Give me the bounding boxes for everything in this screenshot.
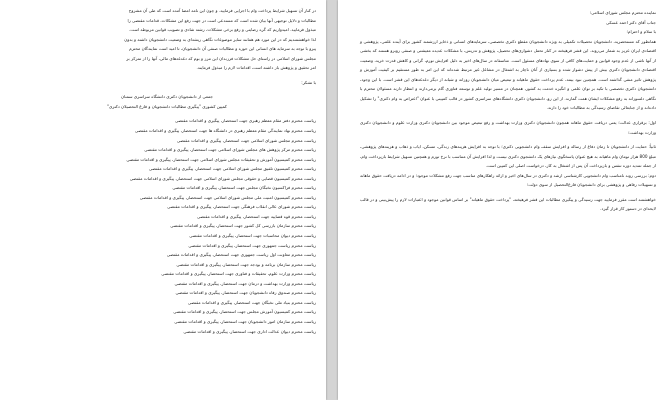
- cc-recipient: ریاست محترم بنیاد ملی نخبگان جهت استحضار، پیگیری و اقدامات مقتضی: [187, 299, 316, 305]
- cc-recipient: ریاست محترم مجلس شورای اسلامی جهت استحضار، پیگیری و اقدامات مقتضی: [176, 137, 316, 143]
- cc-recipient: ریاست محترم سازمان امور دانشجویان جهت استحضار، پیگیری و اقدامات مقتضی: [174, 318, 316, 324]
- demand-paragraph: دوم: بررسی روند نامناسب وام دانشجویی کارشناسی ارشد و دکتری در سال‌های اخیر و ارائه راهکارهای مناسب جهت رفع مشکلات موجود؛ و در ادامه دریافت حقوق ماهانه و تسهیلات رفاهی و پژوهشی برای دانشجویان فارغ‌التحصیل از سوی دولت؛: [360, 172, 656, 188]
- cc-recipient: ریاست محترم فراکسیون نخبگان مجلس جهت استحضار، پیگیری و اقدامات مقتضی: [172, 185, 316, 191]
- cc-recipient: ریاست محترم صندوق رفاه دانشجویان جهت استحضار، پیگیری و اقدامات مقتضی: [175, 290, 316, 296]
- demand-paragraph: ثانیاً: حمایت از دانشجویان تا زمان دفاع از رساله و افزایش سقف وام دانشجویی دکتری؛ با توجه به افزایش هزینه‌های زندگی، مسکن، ایاب و ذهاب و هزینه‌های پژوهشی، مبلغ 800 هزار تومان وام ماهیانه به هیچ عنوان پاسخگوی نیازهای یک دانشجوی دکتری نیست و لذا افزایش آن متناسب با نرخ تورم و همچنین تسهیل شرایط بازپرداخت وام، از جمله تمدید دوره تنفس و بازپرداخت آن پس از اشتغال به کار، درخواست اصلی این کمپین است.: [360, 144, 656, 169]
- salutation-name: جناب آقای دکتر احمد عسکی: [606, 19, 656, 25]
- signature-line: جمعی از دانشجویان دکتری دانشگاه سراسری سمنان: [120, 94, 214, 100]
- cc-recipient: ریاست محترم دفتر مقام معظم رهبری جهت استحضار، پیگیری و اقدامات مقتضی: [175, 118, 316, 124]
- intro-line: لذا خواهشمندیم که در این مورد هم همانند سایر موضوعات نگاهی ریشه‌ای به وضعیت دانشجویان داشته و بدون: [124, 36, 316, 42]
- intro-line: مجلس شورای اسلامی در راستای حل مشکلات فرزندان این مرز و بوم که دغدغه‌های مالی، آنها را از تمرکز بر: [126, 55, 316, 61]
- demand-paragraph: اول: برقراری عدالت؛ یعنی دریافت حقوق ماهانه همچون دانشجویان دکتری وزارت بهداشت و رفع تبعیض موجود بین دانشجویان دکتری وزارت علوم و دانشجویان دکتری وزارت بهداشت؛: [360, 120, 656, 135]
- cc-recipient: ریاست محترم دیوان عدالت اداری جهت استحضار، پیگیری و اقدامات مقتضی: [183, 328, 316, 334]
- cc-recipient: ریاست محترم شورای عالی انقلاب فرهنگی جهت استحضار، پیگیری و اقدامات مقتضی: [167, 204, 316, 210]
- cc-recipient: ریاست محترم نهاد نمایندگی مقام معظم رهبری در دانشگاه ها جهت استحضار، پیگیری و اقدامات مقتضی: [134, 128, 316, 134]
- cc-recipient: ریاست محترم سازمان بازرسی کل کشور جهت استحضار، پیگیری و اقدامات مقتضی: [170, 223, 316, 229]
- cc-recipient: ریاست محترم کمیسیون قضایی و حقوقی مجلس شورای اسلامی جهت استحضار، پیگیری و اقدامات مقتضی: [129, 175, 316, 181]
- cc-recipient: ریاست محترم کمیسیون تلفیق مجلس شورای اسلامی جهت استحضار، پیگیری و اقدامات مقتضی: [148, 166, 316, 172]
- greeting: با سلام و احترام؛: [626, 29, 656, 35]
- page-right-content: [360, 8, 656, 214]
- document-page-right: [338, 0, 668, 400]
- cc-recipient: ریاست محترم قوه قضاییه جهت استحضار، پیگیری و اقدامات مقتضی: [196, 213, 316, 219]
- cc-recipient: ریاست محترم مرکز پژوهش های مجلس شورای اسلامی جهت استحضار، پیگیری و اقدامات مقتضی: [144, 147, 316, 153]
- cc-recipient: ریاست محترم معاونت اول ریاست جمهوری جهت استحضار، پیگیری و اقدامات مقتضی: [166, 252, 316, 258]
- intro-paragraph: [18, 6, 316, 73]
- page-left-content: [18, 6, 316, 336]
- cc-recipient: ریاست محترم کمیسیون امنیت ملی مجلس شورای اسلامی جهت استحضار، پیگیری و اقدامات مقتضی: [139, 194, 316, 200]
- intro-line: در کنار آن تسهیل شرایط پرداخت وام با اجرایی فرمایید. و چون این نامه امضا آمده است که طی آن مشروح: [128, 8, 316, 13]
- cc-recipient: ریاست محترم ریاست جمهوری جهت استحضار، پیگیری و اقدامات مقتضی: [188, 242, 316, 248]
- cc-recipient: ریاست محترم وزارت بهداشت و درمان جهت استحضار، پیگیری و اقدامات مقتضی: [174, 280, 316, 286]
- cc-recipient: ریاست محترم وزارت علوم، تحقیقات و فناوری جهت استحضار، پیگیری و اقدامات مقتضی: [161, 271, 316, 277]
- body-paragraph: همانطور که مستحضرید، دانشجویان تحصیلات تکمیلی به ویژه دانشجویان مقطع دکتری تخصصی، سرمایه‌های انسانی و ذخایر ارزشمند کشور برای آینده علمی، پژوهشی و اقتصادی ایران عزیز به شمار می‌روند. این قشر فرهیخته در کنار تحمل دشواری‌های تحصیل، پژوهش و تدریس، با مشکلات عدیده معیشتی و صنفی روبرو هستند که بخشی از آنها ناشی از عدم وجود قوانین و حمایت‌های کافی از سوی نهادهای مسئول است. متاسفانه در سال‌های اخیر به دلیل افزایش تورم، گرانی و کاهش قدرت خرید، وضعیت اقتصادی دانشجویان دکتری بیش از پیش دشوار شده و بسیاری از آنان ناچار به اشتغال در مشاغل غیر مرتبط شده‌اند که این امر به طور مستقیم بر کیفیت آموزش و پژوهش تاثیر منفی گذاشته است. همچنین نبود بیمه، عدم پرداخت حقوق ماهیانه و تبعیض میان دانشجویان روزانه و شبانه از دیگر دغدغه‌های این قشر است. با این وجود، دانشجویان دکتری تخصصی با تکیه بر توان علمی و انگیزه خدمت به کشور، همچنان در مسیر تولید علم و توسعه فناوری گام برمی‌دارند و انتظار دارند مسئولان محترم با نگاهی دلسوزانه به رفع مشکلات ایشان همت گمارند. از این رو، دانشجویان دکتری دانشگاه‌های سراسری کشور در قالب کمپینی با عنوان "اعتراض به وام دکتری" را تشکیل داده‌اند و از جنابعالی تقاضای رسیدگی به مطالبات خود را دارند.: [360, 38, 656, 111]
- cc-recipient: ریاست محترم دیوان محاسبات جهت استحضار، پیگیری و اقدامات مقتضی: [189, 233, 316, 239]
- intro-line: مبذول فرمایید. امیدواریم که گره رضایتی و رفع برخی مشکلات، رشته شادی و تصویب قوانین مربوطه است.: [128, 27, 316, 33]
- campaign-name: کمپین کشوری "پیگیری مطالبات دانشجویان و فارغ التحصیلان دکتری": [107, 103, 227, 109]
- intro-line: مطالبات و دلایل توجیهی آنها بیان شده است که مستدعی است در جهت رفع این مشکلات، قدامات مقتضی را: [127, 17, 316, 23]
- cc-recipient: ریاست محترم کمیسیون آموزش و تحقیقات مجلس شورای اسلامی جهت استحضار، پیگیری و اقدامات مقتضی: [126, 156, 316, 162]
- cc-recipient-list: [18, 116, 316, 336]
- intro-line: پیرو با توجه به سرمایه های انسانی این حوزه و مطالبات صنفی آن دانشجویان، تا امید است نمایندگان محترم: [129, 46, 316, 52]
- cc-recipient: ریاست محترم سازمان برنامه و بودجه جهت استحضار، پیگیری و اقدامات مقتضی: [176, 261, 316, 267]
- salutation-title: نماینده محترم مجلس شورای اسلامی؛: [589, 10, 656, 15]
- intro-line: امر تحقیق و پژوهش باز داشته است، اقدامات لازم را مبذول فرمایند.: [196, 65, 316, 71]
- closing-thanks: با تشکر:: [301, 79, 316, 85]
- request-paragraph: خواهشمند است مقرر فرمایید جهت رسیدگی و پیگیری مطالبات این قشر فرهیخته، "پرداخت حقوق ماهیانه" بر اساس قوانین موجود و اعتبارات لازم را پیش‌بینی و در قالب لایحه‌ای در دستور کار قرار گیرد.: [360, 196, 656, 212]
- cc-recipient: ریاست محترم کمیسیون آموزش مجلس جهت استحضار، پیگیری و اقدامات مقتضی: [173, 309, 316, 315]
- document-page-left: [0, 0, 326, 400]
